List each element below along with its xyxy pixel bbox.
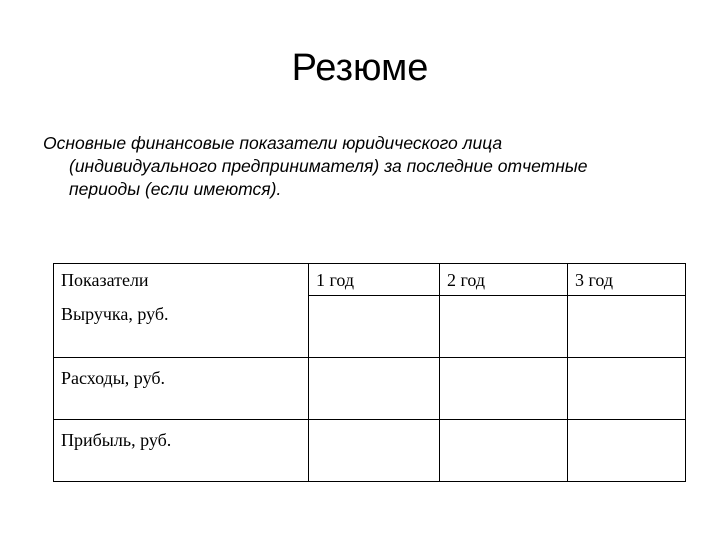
header-year-1: 1 год (309, 264, 440, 296)
cell-expenses-year-3 (568, 358, 686, 420)
intro-text (43, 132, 683, 201)
table-header-row (54, 264, 686, 296)
cell-revenue-year-2 (440, 296, 568, 358)
row-label-expenses: Расходы, руб. (54, 358, 309, 420)
intro-line-2: (индивидуального предпринимателя) за последние отчетные (69, 156, 588, 176)
cell-expenses-year-2 (440, 358, 568, 420)
header-indicators: Показатели (54, 264, 309, 296)
financial-indicators-table (53, 263, 686, 482)
intro-line-3: периоды (если имеются). (69, 179, 282, 199)
slide-title: Резюме (291, 47, 429, 89)
table-row-revenue (54, 296, 686, 358)
table-row-expenses (54, 358, 686, 420)
row-label-profit: Прибыль, руб. (54, 420, 309, 482)
cell-expenses-year-1 (309, 358, 440, 420)
intro-line-1: Основные финансовые показатели юридического лица (43, 133, 503, 153)
cell-revenue-year-1 (309, 296, 440, 358)
header-year-2: 2 год (440, 264, 568, 296)
header-year-3: 3 год (568, 264, 686, 296)
cell-profit-year-3 (568, 420, 686, 482)
cell-profit-year-2 (440, 420, 568, 482)
table-row-profit (54, 420, 686, 482)
row-label-revenue: Выручка, руб. (54, 296, 309, 358)
cell-profit-year-1 (309, 420, 440, 482)
cell-revenue-year-3 (568, 296, 686, 358)
